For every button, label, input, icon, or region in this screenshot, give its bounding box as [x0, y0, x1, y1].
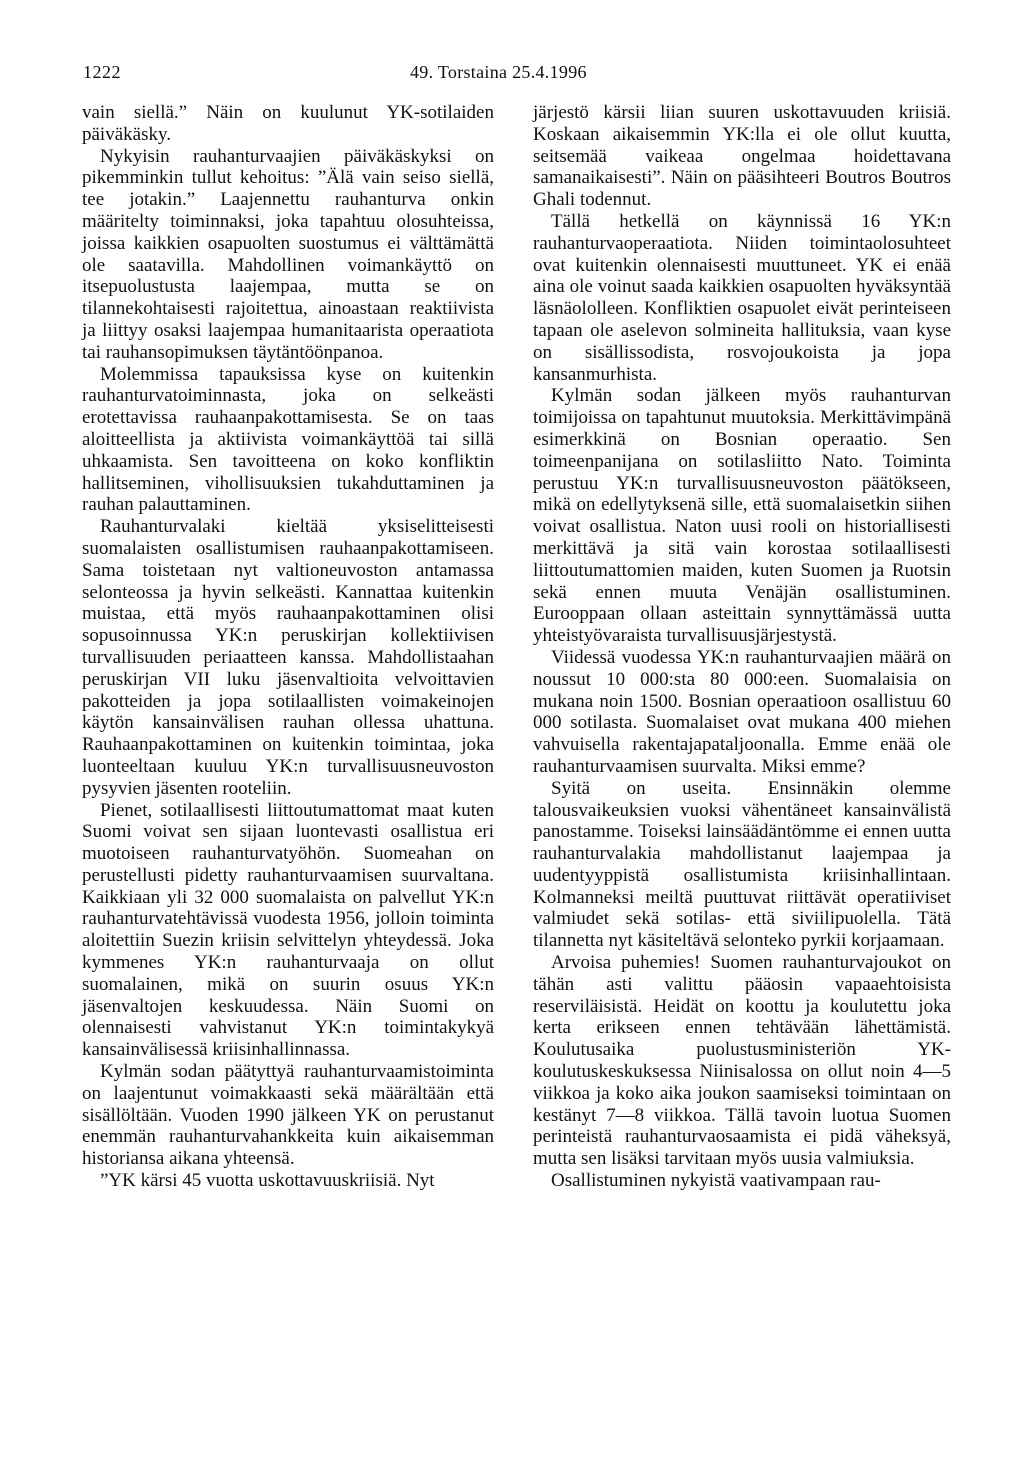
- paragraph: Viidessä vuodessa YK:n rauhanturvaajien määrä on noussut 10 000:sta 80 000:een. Suomalaisia on mukana noin 1500. Bosnian operaatioon osallistuu 60 000 sotilasta. Suomalaiset ovat mukana 400 miehen vahvuisella rakentajapataljoonalla. Emme enää ole rauhanturvaamisen suurvalta. Miksi emme?: [533, 646, 951, 777]
- paragraph: Kylmän sodan päätyttyä rauhanturvaamistoiminta on laajentunut voimakkaasti sekä määrältään että sisällöltään. Vuoden 1990 jälkeen YK on perustanut enemmän rauhanturvahankkeita kuin aikaisemman historiansa aikana yhteensä.: [82, 1061, 494, 1170]
- paragraph: Pienet, sotilaallisesti liittoutumattomat maat kuten Suomi voivat sen sijaan luontevasti osallistua eri muotoiseen rauhanturvatyöhön. Suomeahan on perustellusti pidetty rauhanturvaamisen suurvaltana. Kaikkiaan yli 32 000 suomalaista on palvellut YK:n rauhanturvatehtävissä vuodesta 1956, jolloin toiminta aloitettiin Suezin kriisin selvittelyn yhteydessä. Joka kymmenes YK:n rauhanturvaaja on ollut suomalainen, mikä on suurin osuus YK:n jäsenvaltojen keskuudessa. Näin Suomi on olennaisesti vahvistanut YK:n toimintakykyä kansainvälisessä kriisinhallinnassa.: [82, 799, 494, 1061]
- page-number: 1222: [83, 62, 121, 82]
- paragraph: Nykyisin rauhanturvaajien päiväkäskyksi on pikemminkin tullut kehoitus: ”Älä vain seiso siellä, tee jotakin.” Laajennettu rauhanturva onkin määritelty toiminnaksi, joka tapahtuu olosuhteissa, joissa kaikkien osapuolten suostumus ei välttämättä ole saatavilla. Mahdollinen voimankäyttö on itsepuolustusta laajempaa, mutta se on tilannekohtaisesti rajoitettua, ainoastaan reaktiivista ja liittyy osaksi laajempaa humanitaarista operaatiota tai rauhansopimuksen täytäntöönpanoa.: [82, 145, 494, 363]
- paragraph: järjestö kärsii liian suuren uskottavuuden kriisiä. Koskaan aikaisemmin YK:lla ei ole ollut kuutta, seitsemää vaikeaa ongelmaa hoidettavana samanaikaisesti”. Näin on pääsihteeri Boutros Boutros Ghali todennut.: [533, 102, 951, 211]
- paragraph: Tällä hetkellä on käynnissä 16 YK:n rauhanturvaoperaatiota. Niiden toimintaolosuhteet ovat kuitenkin olennaisesti muuttuneet. YK ei enää aina ole voinut saada kaikkien osapuolten hyväksyntää läsnäololleen. Konfliktien osapuolet eivät perinteiseen tapaan ole aselevon solmineita hallituksia, vaan kyse on sisällissodista, rosvojoukoista ja jopa kansanmurhista.: [533, 210, 951, 385]
- left-column: [82, 102, 494, 1192]
- paragraph: Osallistuminen nykyistä vaativampaan rau-: [551, 1170, 881, 1192]
- paragraph: ”YK kärsi 45 vuotta uskottavuuskriisiä. Nyt: [100, 1170, 435, 1192]
- right-column: [533, 102, 951, 1192]
- paragraph: Syitä on useita. Ensinnäkin olemme talousvaikeuksien vuoksi vähentäneet kansainvälistä panostamme. Toiseksi lainsäädäntömme ei ennen uutta rauhanturvalakia mahdollistanut laajempaa ja uudentyyppistä osallistumista kriisinhallintaan. Kolmanneksi meiltä puuttuvat riittävät operatiiviset valmiudet sekä sotilas- että siviilipuolella. Tätä tilannetta nyt käsiteltävä selonteko pyrkii korjaamaan.: [533, 777, 951, 952]
- session-header: 49. Torstaina 25.4.1996: [410, 62, 587, 82]
- paragraph: Rauhanturvalaki kieltää yksiselitteisesti suomalaisten osallistumisen rauhaanpakottamiseen. Sama toistetaan nyt valtioneuvoston antamassa selonteossa ja hyvin selkeästi. Kannattaa kuitenkin muistaa, että myös rauhaanpakottaminen olisi sopusoinnussa YK:n peruskirjan kollektiivisen turvallisuuden periaatteen kanssa. Mahdollistaahan peruskirjan VII luku jäsenvaltioita velvoittavien pakotteiden ja jopa sotilaallisten voimakeinojen käytön kansainvälisen rauhan ollessa uhattuna. Rauhaanpakottaminen on kuitenkin toimintaa, joka luonteeltaan kuuluu YK:n turvallisuusneuvoston pysyvien jäsenten rooteliin.: [82, 516, 494, 799]
- paragraph: Molemmissa tapauksissa kyse on kuitenkin rauhanturvatoiminnasta, joka on selkeästi erotettavissa rauhaanpakottamisesta. Se on taas aloitteellista ja aktiivista voimankäyttöä tai sillä uhkaamista. Sen tavoitteena on koko konfliktin hallitseminen, vihollisuuksien tukahduttaminen ja rauhan palauttaminen.: [82, 363, 494, 516]
- paragraph: Kylmän sodan jälkeen myös rauhanturvan toimijoissa on tapahtunut muutoksia. Merkittävimpänä esimerkkinä on Bosnian operaatio. Sen toimeenpanijana on sotilasliitto Nato. Toiminta perustuu YK:n turvallisuusneuvoston päätökseen, mikä on edellytyksenä sille, että suomalaisetkin siihen voivat osallistua. Naton uusi rooli on historiallisesti merkittävä ja sitä vain korostaa sotilaallisesti liittoutumattomien maiden, kuten Suomen ja Ruotsin sekä ennen muuta Venäjän osallistuminen. Eurooppaan ollaan asteittain synnyttämässä uutta yhteistyövaraista turvallisuusjärjestystä.: [533, 385, 951, 647]
- paragraph: Arvoisa puhemies! Suomen rauhanturvajoukot on tähän asti valittu pääosin vapaaehtoisista reserviläisistä. Heidät on koottu ja koulutettu joka kerta erikseen ennen tehtävään lähettämistä. Koulutusaika puolustusministeriön YK-koulutuskeskuksessa Niinisalossa on ollut noin 4—5 viikkoa ja koko aika joukon saamiseksi toimintaan on kestänyt 7—8 viikkoa. Tällä tavoin luotua Suomen perinteistä rauhanturvaosaamista ei pidä väheksyä, mutta sen lisäksi tarvitaan myös uusia valmiuksia.: [533, 952, 951, 1170]
- paragraph: vain siellä.” Näin on kuulunut YK-sotilaiden päiväkäsky.: [82, 102, 494, 145]
